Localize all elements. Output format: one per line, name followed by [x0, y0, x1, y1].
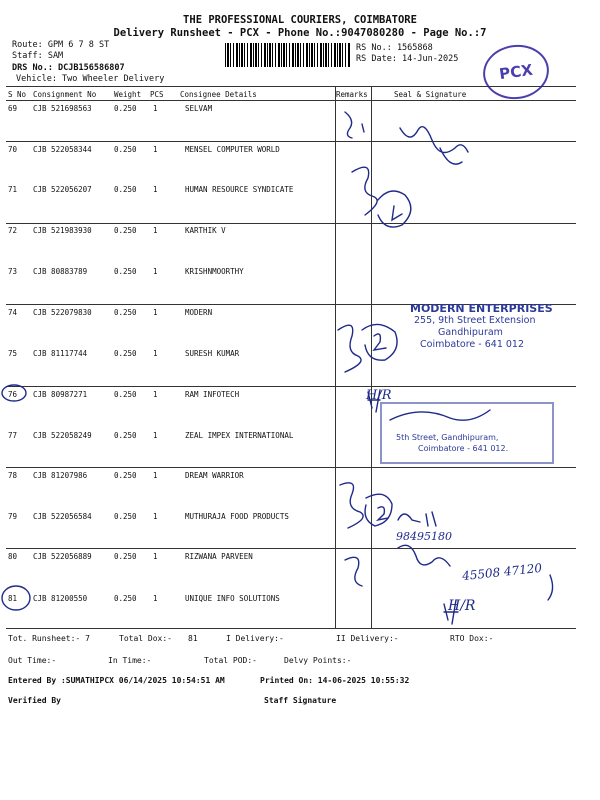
table-row — [0, 552, 600, 564]
total-dox-value: 81 — [188, 634, 198, 643]
row-consignment: CJB 522056584 — [33, 512, 92, 521]
row-weight: 0.250 — [114, 145, 137, 154]
delivery-points: Delvy Points:- — [284, 656, 352, 665]
row-sno: 76 — [8, 390, 18, 399]
row-consignee: ZEAL IMPEX INTERNATIONAL — [185, 431, 294, 440]
signature-stroke — [374, 334, 386, 350]
col-seal: Seal & Signature — [394, 90, 467, 99]
route: Route: GPM 6 7 8 ST — [12, 40, 110, 50]
staff: Staff: SAM — [12, 51, 64, 61]
row-sno: 79 — [8, 512, 18, 521]
zeal-stamp-line: Coimbatore - 641 012. — [418, 444, 509, 453]
printed-on: Printed On: 14-06-2025 10:55:32 — [260, 676, 410, 685]
table-header — [0, 90, 600, 102]
modern-stamp-title: MODERN ENTERPRISES — [410, 302, 553, 315]
divider — [6, 223, 576, 224]
table-row — [0, 104, 600, 116]
col-consignment: Consignment No — [33, 90, 97, 99]
table-row — [0, 594, 600, 606]
in-time: In Time:- — [108, 656, 152, 665]
row-weight: 0.250 — [114, 267, 137, 276]
row-weight: 0.250 — [114, 594, 137, 603]
staff-signature: Staff Signature — [264, 696, 337, 705]
out-time: Out Time:- — [8, 656, 57, 665]
table-row — [0, 512, 600, 524]
row-consignment: CJB 522079830 — [33, 308, 92, 317]
handwritten-phone: 98495180 — [396, 530, 452, 543]
table-row — [0, 390, 600, 402]
row-pcs: 1 — [153, 308, 158, 317]
handwritten-hr-note: H/R — [366, 388, 392, 403]
row-consignment: CJB 80987271 — [33, 390, 88, 399]
rs-date: RS Date: 14-Jun-2025 — [356, 54, 459, 64]
divider — [6, 548, 576, 549]
table-row — [0, 349, 600, 361]
row-weight: 0.250 — [114, 471, 137, 480]
row-consignment: CJB 522056207 — [33, 185, 92, 194]
signature-stroke — [392, 206, 402, 220]
row-consignment: CJB 81207986 — [33, 471, 88, 480]
row-sno: 77 — [8, 431, 18, 440]
row-weight: 0.250 — [114, 552, 137, 561]
row-consignment: CJB 521983930 — [33, 226, 92, 235]
row-pcs: 1 — [153, 552, 158, 561]
drs-number: DRS No.: DCJB156586807 — [12, 63, 125, 73]
row-consignment: CJB 80883789 — [33, 267, 88, 276]
row-sno: 73 — [8, 267, 18, 276]
row-consignee: DREAM WARRIOR — [185, 471, 244, 480]
modern-stamp-line: Coimbatore - 641 012 — [420, 339, 525, 350]
row-sno: 70 — [8, 145, 18, 154]
row-pcs: 1 — [153, 349, 158, 358]
row-pcs: 1 — [153, 594, 158, 603]
row-sno: 75 — [8, 349, 18, 358]
divider — [6, 386, 576, 387]
total-dox-label: Total Dox:- — [119, 634, 172, 643]
row-pcs: 1 — [153, 226, 158, 235]
table-top-border — [6, 86, 576, 87]
row-weight: 0.250 — [114, 349, 137, 358]
row-pcs: 1 — [153, 390, 158, 399]
row-consignee: MODERN — [185, 308, 213, 317]
row-sno: 74 — [8, 308, 18, 317]
row-consignee: HUMAN RESOURCE SYNDICATE — [185, 185, 294, 194]
row-weight: 0.250 — [114, 185, 137, 194]
table-row — [0, 267, 600, 279]
modern-stamp-line: Gandhipuram — [438, 327, 503, 338]
row-consignment: CJB 81200550 — [33, 594, 88, 603]
col-sno: S No — [8, 90, 27, 99]
row-consignee: KARTHIK V — [185, 226, 226, 235]
row-consignee: RIZWANA PARVEEN — [185, 552, 253, 561]
row-pcs: 1 — [153, 185, 158, 194]
table-row — [0, 471, 600, 483]
row-pcs: 1 — [153, 104, 158, 113]
row-sno: 80 — [8, 552, 18, 561]
rto-dox: RTO Dox:- — [450, 634, 494, 643]
modern-stamp-line: 255, 9th Street Extension — [414, 315, 536, 326]
zeal-stamp-line: 5th Street, Gandhipuram, — [396, 433, 499, 442]
row-sno: 71 — [8, 185, 18, 194]
row-consignment: CJB 522058344 — [33, 145, 92, 154]
i-delivery: I Delivery:- — [226, 634, 284, 643]
row-consignee: MENSEL COMPUTER WORLD — [185, 145, 280, 154]
row-pcs: 1 — [153, 267, 158, 276]
rs-number: RS No.: 1565868 — [356, 43, 433, 53]
row-consignee: SURESH KUMAR — [185, 349, 240, 358]
ii-delivery: II Delivery:- — [336, 634, 399, 643]
row-consignment: CJB 522056889 — [33, 552, 92, 561]
col-consignee: Consignee Details — [180, 90, 257, 99]
row-consignment: CJB 81117744 — [33, 349, 88, 358]
company-name: THE PROFESSIONAL COURIERS, COIMBATORE — [183, 14, 417, 26]
row-consignee: SELVAM — [185, 104, 213, 113]
divider — [6, 141, 576, 142]
total-runsheet: Tot. Runsheet:- 7 — [8, 634, 90, 643]
row-weight: 0.250 — [114, 308, 137, 317]
row-consignee: KRISHNMOORTHY — [185, 267, 244, 276]
runsheet-title: Delivery Runsheet - PCX - Phone No.:9047080280 - Page No.:7 — [113, 27, 487, 39]
row-consignment: CJB 522058249 — [33, 431, 92, 440]
pcx-stamp: PCX — [480, 41, 553, 104]
table-row — [0, 226, 600, 238]
table-bottom-border — [6, 628, 576, 629]
row-pcs: 1 — [153, 471, 158, 480]
row-sno: 78 — [8, 471, 18, 480]
row-pcs: 1 — [153, 145, 158, 154]
handwritten-number: 45508 47120 — [461, 560, 543, 584]
col-pcs: PCS — [150, 90, 164, 99]
row-weight: 0.250 — [114, 226, 137, 235]
entered-by: Entered By :SUMATHIPCX 06/14/2025 10:54:51 AM — [8, 676, 225, 685]
row-pcs: 1 — [153, 431, 158, 440]
table-row — [0, 145, 600, 157]
total-pod: Total POD:- — [204, 656, 257, 665]
row-consignee: MUTHURAJA FOOD PRODUCTS — [185, 512, 289, 521]
row-sno: 69 — [8, 104, 18, 113]
col-weight: Weight — [114, 90, 142, 99]
row-consignee: RAM INFOTECH — [185, 390, 240, 399]
row-consignment: CJB 521698563 — [33, 104, 92, 113]
row-sno: 72 — [8, 226, 18, 235]
row-weight: 0.250 — [114, 512, 137, 521]
row-pcs: 1 — [153, 512, 158, 521]
vehicle: Vehicle: Two Wheeler Delivery — [16, 74, 165, 84]
barcode — [225, 43, 351, 67]
signature-stroke — [362, 124, 364, 132]
table-row — [0, 185, 600, 197]
handwritten-hr-note: H/R — [448, 598, 476, 614]
row-consignee: UNIQUE INFO SOLUTIONS — [185, 594, 280, 603]
row-weight: 0.250 — [114, 431, 137, 440]
row-weight: 0.250 — [114, 104, 137, 113]
verified-by: Verified By — [8, 696, 61, 705]
col-remarks: Remarks — [336, 90, 368, 99]
row-sno: 81 — [8, 594, 18, 603]
divider — [6, 467, 576, 468]
row-weight: 0.250 — [114, 390, 137, 399]
